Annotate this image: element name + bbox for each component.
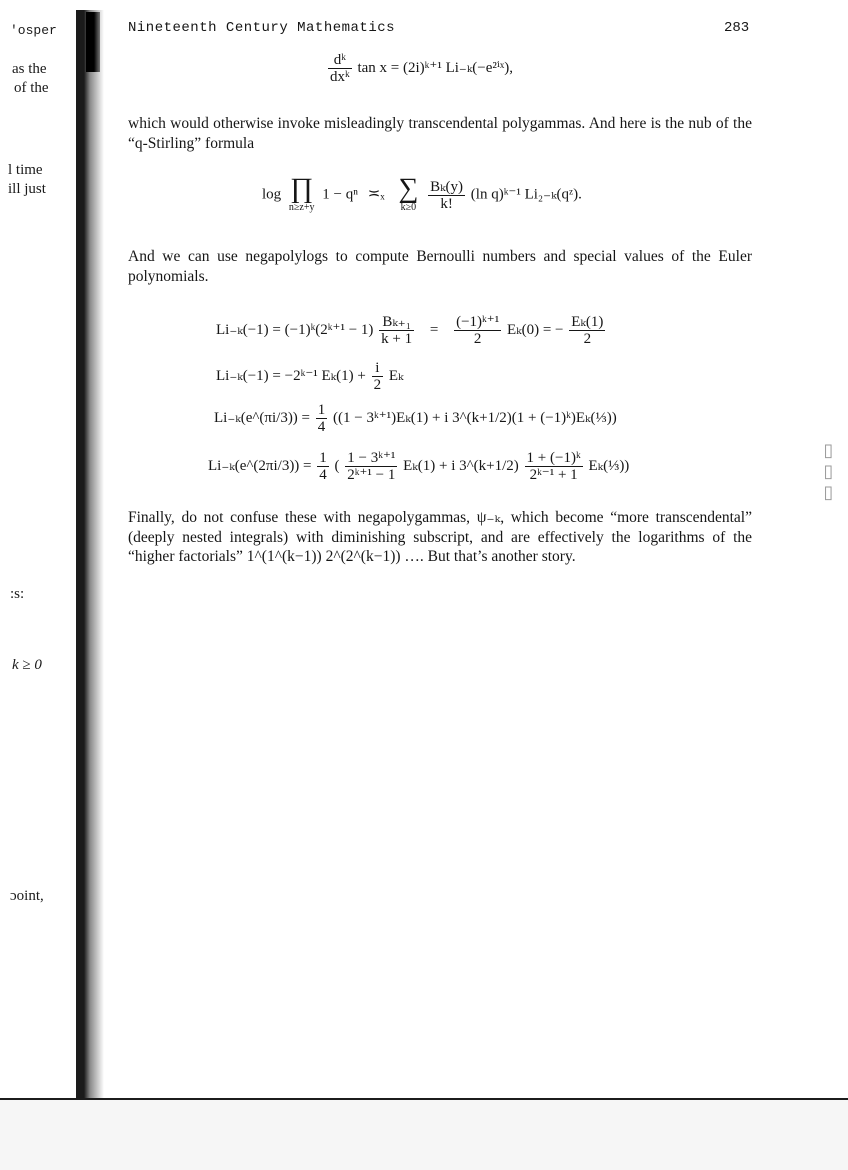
fraction-numerator: 1: [319, 450, 327, 466]
fraction-numerator: 1 + (−1)ᵏ: [526, 450, 581, 466]
sum-symbol: ∑: [398, 173, 419, 204]
fraction-one-quarter: [316, 402, 328, 435]
euler-4-lhs: Li₋ₖ(e^(2πi/3)) =: [208, 457, 312, 474]
fraction-bk1: [379, 314, 414, 347]
fraction-power-ratio: [345, 450, 397, 483]
left-fragment-5: :s:: [10, 586, 25, 602]
fraction-minus-one-power: [454, 314, 501, 347]
sum-block: [398, 173, 419, 214]
paragraph-3: Finally, do not confuse these with negapolygammas, ψ₋ₖ, which become “more transcendental” (deeply nested integrals) with diminishing subscript, and are effectively the logarithms of the “higher factorials” 1^(1^(k−1)) 2^(2^(k−1)) …. But that’s another story.: [128, 509, 752, 565]
fraction-denominator: 2ᵏ⁻¹ + 1: [529, 467, 578, 483]
fraction-denominator: 2: [583, 331, 592, 347]
fraction-ek1: [569, 314, 605, 347]
euler-3-lhs: Li₋ₖ(e^(πi/3)) =: [214, 409, 311, 426]
left-fragment-7: ɔoint,: [10, 888, 44, 904]
left-fragment-1: as the: [12, 61, 47, 77]
euler-4-tail: Eₖ(⅓)): [588, 457, 630, 474]
paragraph-2: And we can use negapolylogs to compute Bernoulli numbers and special values of the Euler polynomials.: [128, 248, 752, 285]
fraction-denominator: 2: [373, 377, 382, 393]
left-fragment-0: 'osper: [10, 23, 57, 38]
fraction-dk-dxk: [328, 52, 352, 85]
product-block: [288, 173, 315, 214]
equation-q-stirling: [262, 173, 582, 214]
fraction-numerator: 1: [317, 402, 326, 418]
fraction-denominator: k + 1: [381, 331, 413, 347]
fraction-denominator: 2ᵏ⁺¹ − 1: [347, 467, 396, 483]
fraction-i-over-2: [372, 360, 384, 393]
book-binding-shadow: [76, 10, 104, 1098]
equation-euler-2: [216, 360, 403, 393]
fraction-sign-ratio: [525, 450, 583, 483]
euler-3-tail: ((1 − 3ᵏ⁺¹)Eₖ(1) + i 3^(k+1/2)(1 + (−1)ᵏ)Eₖ(⅓)): [333, 409, 617, 426]
running-head: Nineteenth Century Mathematics: [128, 20, 396, 36]
right-edge-scan-marks: ▯▯▯: [818, 440, 839, 503]
page-number: 283: [724, 20, 750, 36]
product-body: 1 − qⁿ: [322, 186, 358, 203]
left-fragment-2: of the: [14, 80, 49, 96]
product-index: n≥z+y: [288, 202, 315, 213]
equation-euler-1: [216, 314, 607, 347]
equals-sign: =: [429, 321, 439, 338]
euler-1-mid: Eₖ(0) = −: [506, 321, 564, 338]
asymptotic-symbol: ≍ₓ: [367, 186, 385, 203]
paragraph-1: which would otherwise invoke misleadingly transcendental polygammas. And here is the nub of the “q-Stirling” formula: [128, 115, 752, 152]
scan-bottom-edge: [0, 1098, 848, 1170]
fraction-numerator: (−1)ᵏ⁺¹: [456, 314, 500, 330]
equation-tan-derivative: [326, 52, 513, 85]
left-fragment-6: k ≥ 0: [12, 657, 42, 673]
fraction-numerator: 1 − 3ᵏ⁺¹: [347, 450, 396, 466]
euler-2-tail: Eₖ: [388, 367, 404, 384]
fraction-numerator: dᵏ: [328, 52, 352, 69]
euler-4-mid: Eₖ(1) + i 3^(k+1/2): [403, 457, 519, 474]
fraction-denominator: 4: [317, 419, 326, 435]
euler-1-lhs: Li₋ₖ(−1) = (−1)ᵏ(2ᵏ⁺¹ − 1): [216, 321, 374, 338]
open-paren: (: [334, 457, 340, 474]
fraction-numerator: Bₖ(y): [430, 178, 464, 195]
fraction-bernoulli: [428, 179, 465, 212]
fraction-one-quarter: [317, 450, 329, 483]
equation-rest: tan x = (2i)ᵏ⁺¹ Li₋ₖ(−e²ⁱˣ),: [357, 59, 513, 76]
fraction-denominator: 4: [319, 467, 327, 483]
euler-2-lhs: Li₋ₖ(−1) = −2ᵏ⁻¹ Eₖ(1) +: [216, 367, 366, 384]
binding-top-mark: [86, 12, 100, 72]
left-fragment-3: l time: [8, 162, 43, 178]
fraction-numerator: i: [372, 360, 384, 377]
fraction-denominator: k!: [440, 195, 453, 212]
equation-euler-4: [208, 450, 629, 483]
product-symbol: ∏: [290, 173, 314, 204]
fraction-denominator: dxᵏ: [330, 69, 350, 85]
fraction-numerator: Eₖ(1): [571, 314, 604, 330]
sum-index: k≥0: [400, 202, 417, 213]
fraction-numerator: Bₖ₊₁: [379, 314, 414, 331]
log-symbol: log: [262, 186, 282, 203]
equation-euler-3: [214, 402, 617, 435]
left-fragment-4: ill just: [8, 181, 46, 197]
fraction-denominator: 2: [473, 331, 482, 347]
stirling-tail: (ln q)ᵏ⁻¹ Li₂₋ₖ(qᶻ).: [470, 186, 582, 203]
